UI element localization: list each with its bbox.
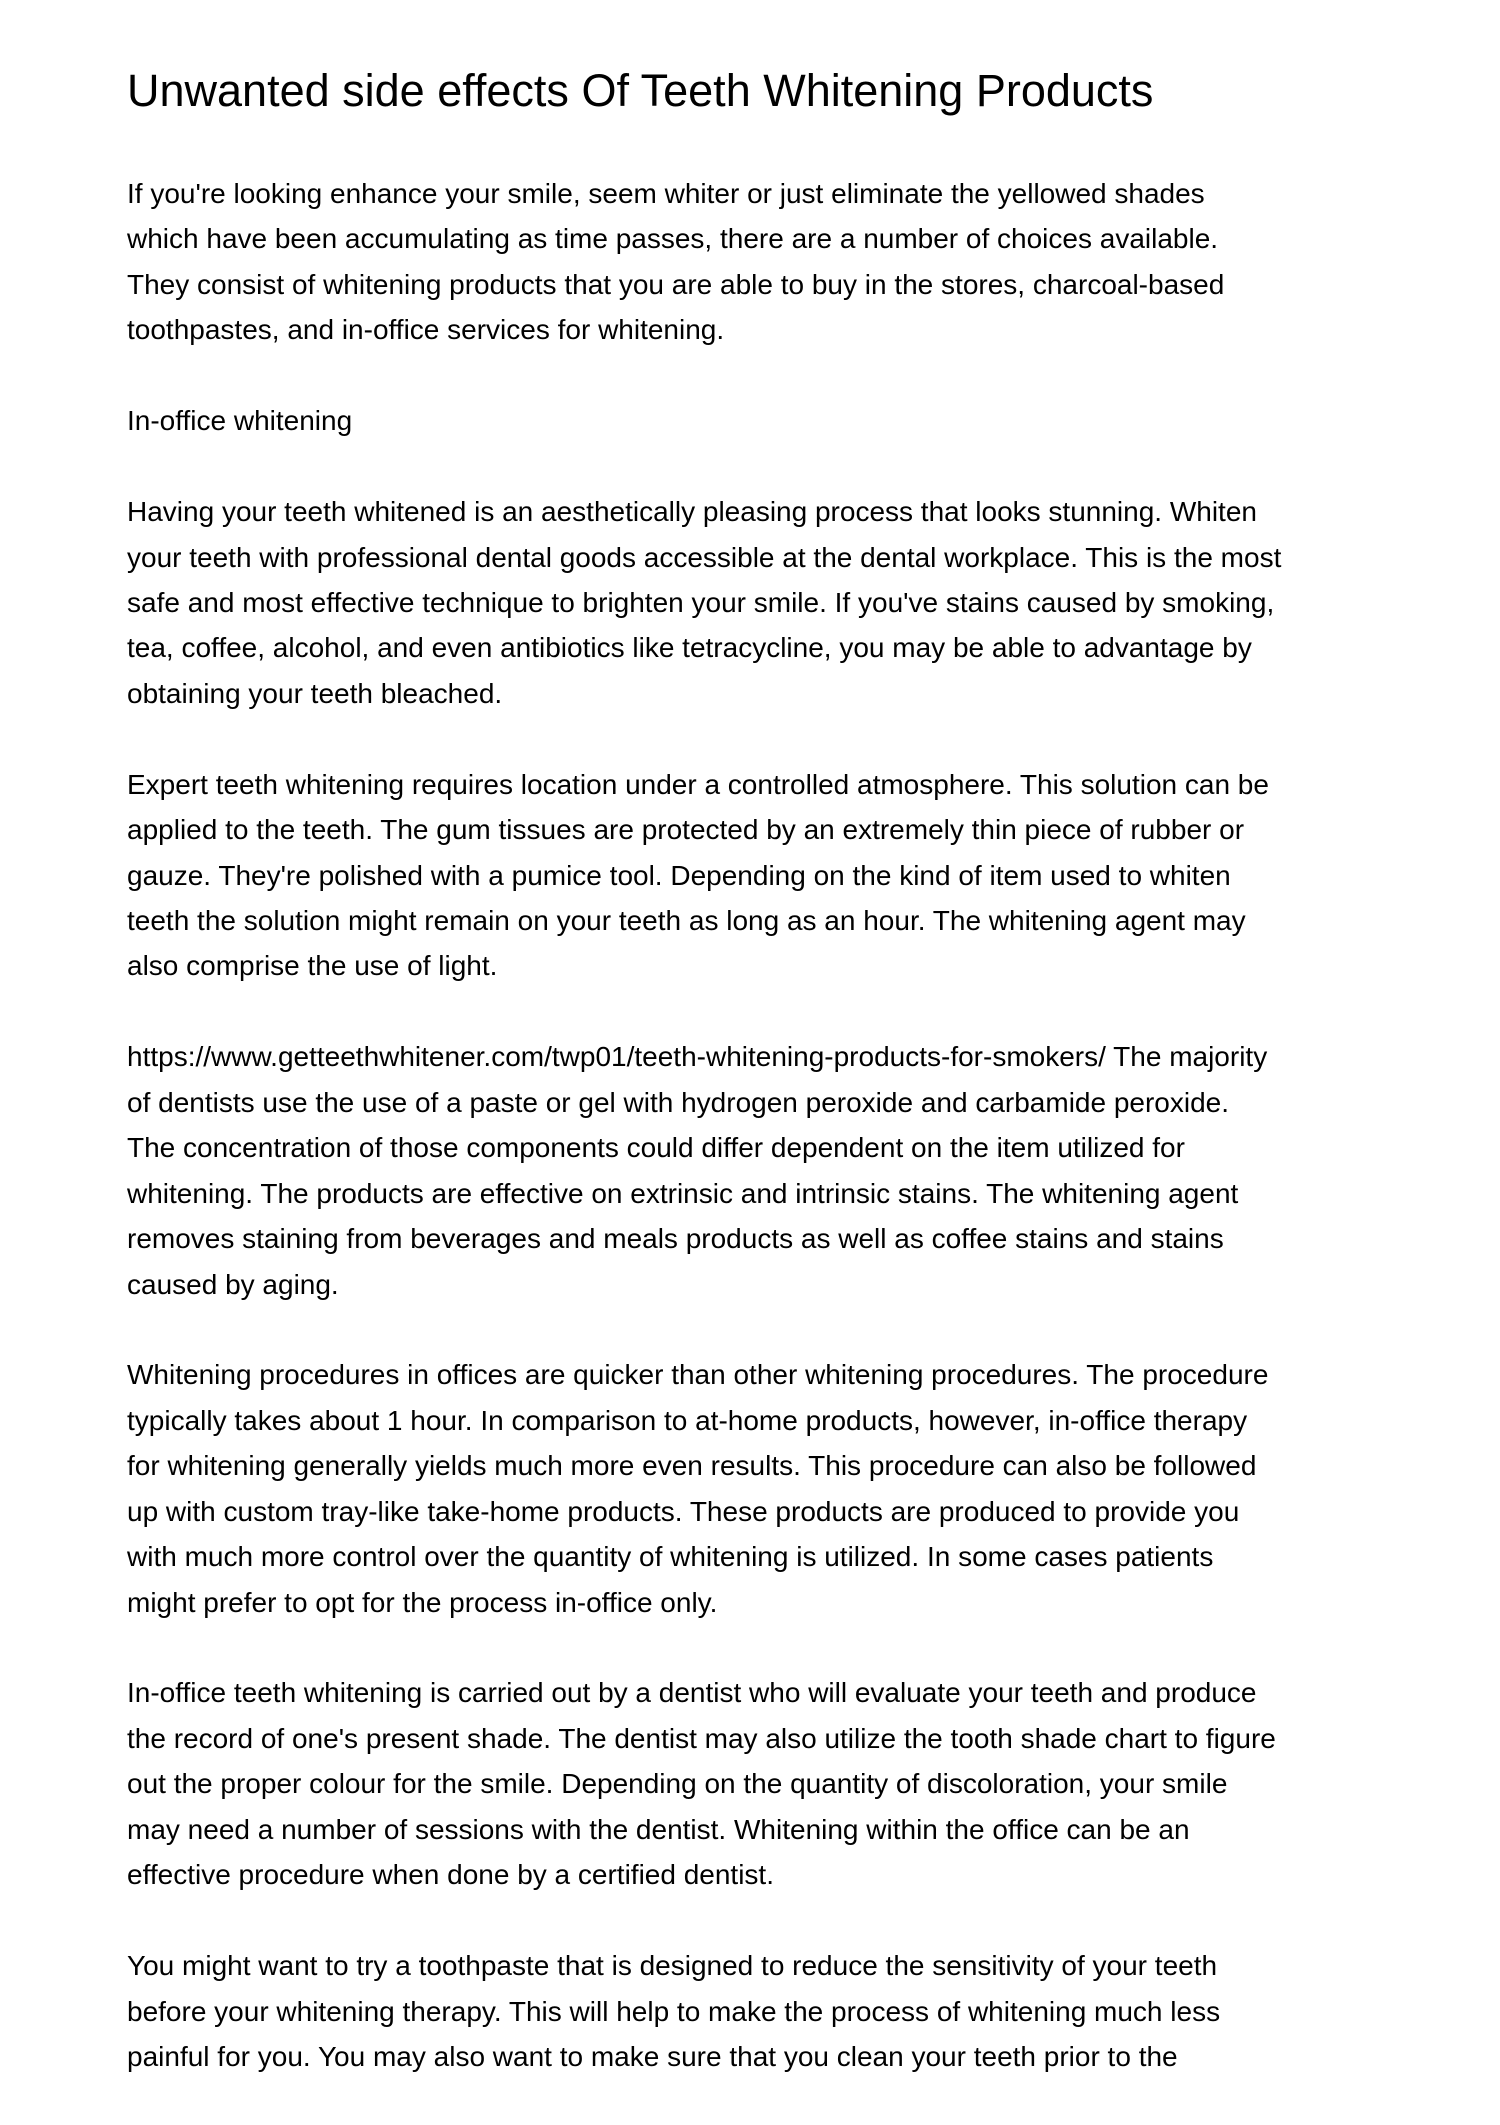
text-line: with much more control over the quantity of whitening is utilized. In some cases patients <box>127 1541 1214 1573</box>
text-line: In-office teeth whitening is carried out by a dentist who will evaluate your teeth and produce <box>127 1677 1257 1709</box>
text-line: caused by aging. <box>127 1268 339 1300</box>
text-line: They consist of whitening products that you are able to buy in the stores, charcoal-based <box>127 268 1225 300</box>
paragraph <box>127 1670 1467 1897</box>
text-line: painful for you. You may also want to make sure that you clean your teeth prior to the <box>127 2040 1178 2072</box>
paragraph-with-url <box>127 1034 1467 1307</box>
text-line: Having your teeth whitened is an aesthetically pleasing process that looks stunning. Whiten <box>127 496 1257 528</box>
text-line: the record of one's present shade. The dentist may also utilize the tooth shade chart to figure <box>127 1722 1276 1754</box>
text-line: of dentists use the use of a paste or gel with hydrogen peroxide and carbamide peroxide. <box>127 1086 1230 1118</box>
text-line: whitening. The products are effective on extrinsic and intrinsic stains. The whitening agent <box>127 1177 1239 1209</box>
paragraph <box>127 1352 1467 1625</box>
text-line: Whitening procedures in offices are quicker than other whitening procedures. The procedure <box>127 1359 1269 1391</box>
text-line: You might want to try a toothpaste that is designed to reduce the sensitivity of your teeth <box>127 1950 1218 1982</box>
text-line: Expert teeth whitening requires location under a controlled atmosphere. This solution can be <box>127 768 1269 800</box>
text-line: In-office whitening <box>127 405 353 437</box>
text-line: also comprise the use of light. <box>127 950 498 982</box>
text-line: your teeth with professional dental goods accessible at the dental workplace. This is the most <box>127 541 1282 573</box>
section-heading-in-office-whitening <box>127 398 1467 443</box>
text-line: for whitening generally yields much more even results. This procedure can also be followed <box>127 1450 1257 1482</box>
paragraph <box>127 762 1467 989</box>
text-line: before your whitening therapy. This will help to make the process of whitening much less <box>127 1995 1221 2027</box>
text-line: tea, coffee, alcohol, and even antibiotics like tetracycline, you may be able to advantage by <box>127 632 1252 664</box>
text-line: toothpastes, and in-office services for whitening. <box>127 314 725 346</box>
text-line: applied to the teeth. The gum tissues are protected by an extremely thin piece of rubber or <box>127 814 1245 846</box>
text-line: might prefer to opt for the process in-office only. <box>127 1586 718 1618</box>
text-line: https://www.getteethwhitener.com/twp01/teeth-whitening-products-for-smokers/ The majority <box>127 1041 1268 1073</box>
text-line: may need a number of sessions with the dentist. Whitening within the office can be an <box>127 1813 1190 1845</box>
document-title: Unwanted side effects Of Teeth Whitening Products <box>127 65 1154 116</box>
text-line: teeth the solution might remain on your teeth as long as an hour. The whitening agent may <box>127 905 1246 936</box>
paragraph <box>127 1943 1467 2079</box>
text-line: obtaining your teeth bleached. <box>127 677 503 709</box>
document-body <box>127 171 1467 2125</box>
text-line: up with custom tray-like take-home products. These products are produced to provide you <box>127 1495 1240 1527</box>
text-line: safe and most effective technique to brighten your smile. If you've stains caused by smoking, <box>127 586 1275 618</box>
text-line: out the proper colour for the smile. Depending on the quantity of discoloration, your smile <box>127 1768 1228 1800</box>
text-line: gauze. They're polished with a pumice tool. Depending on the kind of item used to whiten <box>127 859 1231 891</box>
text-line: removes staining from beverages and meals products as well as coffee stains and stains <box>127 1223 1224 1255</box>
paragraph <box>127 489 1467 716</box>
text-line: effective procedure when done by a certified dentist. <box>127 1859 774 1891</box>
text-line: If you're looking enhance your smile, seem whiter or just eliminate the yellowed shades <box>127 178 1205 209</box>
paragraph-intro <box>127 171 1467 353</box>
text-line: The concentration of those components could differ dependent on the item utilized for <box>127 1132 1185 1164</box>
text-line: typically takes about 1 hour. In comparison to at-home products, however, in-office therapy <box>127 1404 1248 1436</box>
text-line: which have been accumulating as time passes, there are a number of choices available. <box>127 223 1219 255</box>
